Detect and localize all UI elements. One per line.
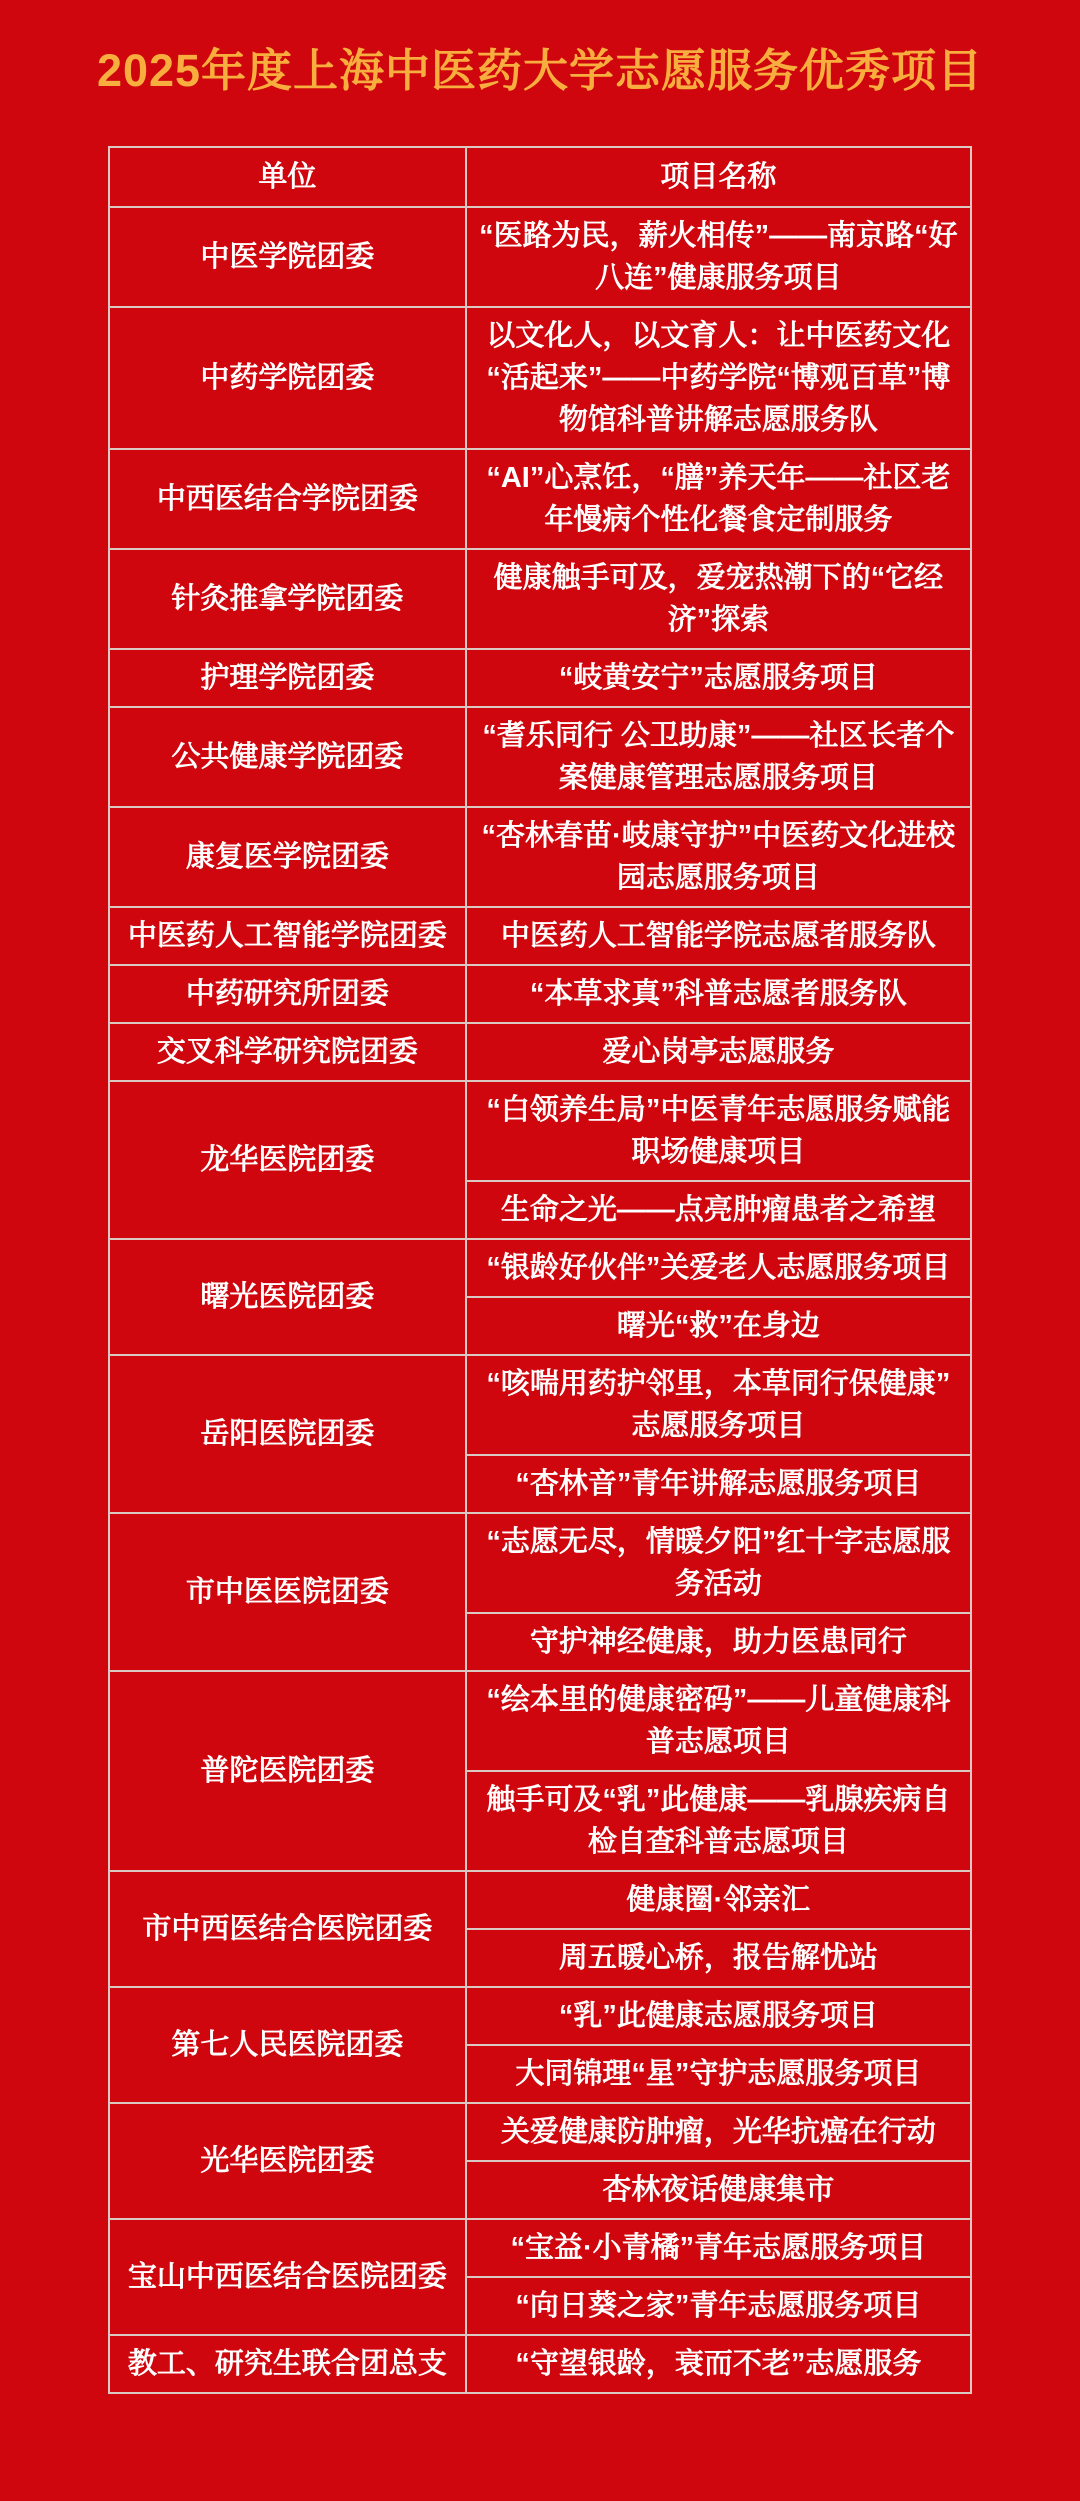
- project-cell: 曙光“救”在身边: [466, 1297, 971, 1355]
- table-row: [109, 965, 971, 1023]
- table-body: [109, 207, 971, 2393]
- project-cell: “AI”心烹饪，“膳”养天年——社区老年慢病个性化餐食定制服务: [466, 449, 971, 549]
- table-row: [109, 807, 971, 907]
- unit-cell: 第七人民医院团委: [109, 1987, 466, 2103]
- unit-cell: 宝山中西医结合医院团委: [109, 2219, 466, 2335]
- project-cell: “银龄好伙伴”关爱老人志愿服务项目: [466, 1239, 971, 1297]
- table-row: [109, 1871, 971, 1929]
- project-cell: 守护神经健康，助力医患同行: [466, 1613, 971, 1671]
- table-row: [109, 1081, 971, 1181]
- project-cell: “白领养生局”中医青年志愿服务赋能职场健康项目: [466, 1081, 971, 1181]
- table-row: [109, 207, 971, 307]
- table-row: [109, 1671, 971, 1771]
- table-row: [109, 549, 971, 649]
- project-cell: “宝益·小青橘”青年志愿服务项目: [466, 2219, 971, 2277]
- project-cell: “志愿无尽，情暖夕阳”红十字志愿服务活动: [466, 1513, 971, 1613]
- unit-cell: 市中医医院团委: [109, 1513, 466, 1671]
- project-cell: 中医药人工智能学院志愿者服务队: [466, 907, 971, 965]
- table-row: [109, 907, 971, 965]
- unit-cell: 公共健康学院团委: [109, 707, 466, 807]
- unit-cell: 中药研究所团委: [109, 965, 466, 1023]
- table-row: [109, 1023, 971, 1081]
- unit-cell: 教工、研究生联合团总支: [109, 2335, 466, 2393]
- project-cell: 杏林夜话健康集市: [466, 2161, 971, 2219]
- table-row: [109, 649, 971, 707]
- table-row: [109, 2219, 971, 2277]
- unit-cell: 岳阳医院团委: [109, 1355, 466, 1513]
- project-cell: “守望银龄，衰而不老”志愿服务: [466, 2335, 971, 2393]
- project-cell: “绘本里的健康密码”——儿童健康科普志愿项目: [466, 1671, 971, 1771]
- project-cell: “杏林音”青年讲解志愿服务项目: [466, 1455, 971, 1513]
- project-column-header: 项目名称: [466, 147, 971, 207]
- project-cell: 关爱健康防肿瘤，光华抗癌在行动: [466, 2103, 971, 2161]
- project-cell: “咳喘用药护邻里，本草同行保健康”志愿服务项目: [466, 1355, 971, 1455]
- project-cell: 周五暖心桥，报告解忧站: [466, 1929, 971, 1987]
- unit-cell: 中医药人工智能学院团委: [109, 907, 466, 965]
- unit-cell: 护理学院团委: [109, 649, 466, 707]
- awards-table: [108, 146, 972, 2394]
- project-cell: 健康圈·邻亲汇: [466, 1871, 971, 1929]
- project-cell: 生命之光——点亮肿瘤患者之希望: [466, 1181, 971, 1239]
- unit-cell: 针灸推拿学院团委: [109, 549, 466, 649]
- project-cell: “耆乐同行 公卫助康”——社区长者个案健康管理志愿服务项目: [466, 707, 971, 807]
- unit-cell: 中西医结合学院团委: [109, 449, 466, 549]
- project-cell: “乳”此健康志愿服务项目: [466, 1987, 971, 2045]
- unit-cell: 曙光医院团委: [109, 1239, 466, 1355]
- table-row: [109, 307, 971, 449]
- unit-cell: 市中西医结合医院团委: [109, 1871, 466, 1987]
- table-row: [109, 2335, 971, 2393]
- table-row: [109, 1239, 971, 1297]
- project-cell: “岐黄安宁”志愿服务项目: [466, 649, 971, 707]
- unit-cell: 普陀医院团委: [109, 1671, 466, 1871]
- table-row: [109, 449, 971, 549]
- project-cell: “医路为民，薪火相传”——南京路“好八连”健康服务项目: [466, 207, 971, 307]
- table-row: [109, 707, 971, 807]
- unit-cell: 龙华医院团委: [109, 1081, 466, 1239]
- unit-column-header: 单位: [109, 147, 466, 207]
- table-row: [109, 1355, 971, 1455]
- project-cell: 健康触手可及，爱宠热潮下的“它经济”探索: [466, 549, 971, 649]
- table-header: [109, 147, 971, 207]
- unit-cell: 康复医学院团委: [109, 807, 466, 907]
- table-row: [109, 2103, 971, 2161]
- project-cell: “杏林春苗·岐康守护”中医药文化进校园志愿服务项目: [466, 807, 971, 907]
- project-cell: “本草求真”科普志愿者服务队: [466, 965, 971, 1023]
- table-row: [109, 1987, 971, 2045]
- page-title: 2025年度上海中医药大学志愿服务优秀项目: [96, 45, 984, 96]
- unit-cell: 中医学院团委: [109, 207, 466, 307]
- project-cell: 爱心岗亭志愿服务: [466, 1023, 971, 1081]
- project-cell: “向日葵之家”青年志愿服务项目: [466, 2277, 971, 2335]
- table-row: [109, 1513, 971, 1613]
- unit-cell: 交叉科学研究院团委: [109, 1023, 466, 1081]
- project-cell: 大同锦理“星”守护志愿服务项目: [466, 2045, 971, 2103]
- project-cell: 触手可及“乳”此健康——乳腺疾病自检自查科普志愿项目: [466, 1771, 971, 1871]
- project-cell: 以文化人，以文育人：让中医药文化“活起来”——中药学院“博观百草”博物馆科普讲解志愿服务队: [466, 307, 971, 449]
- unit-cell: 光华医院团委: [109, 2103, 466, 2219]
- header-row: [109, 147, 971, 207]
- unit-cell: 中药学院团委: [109, 307, 466, 449]
